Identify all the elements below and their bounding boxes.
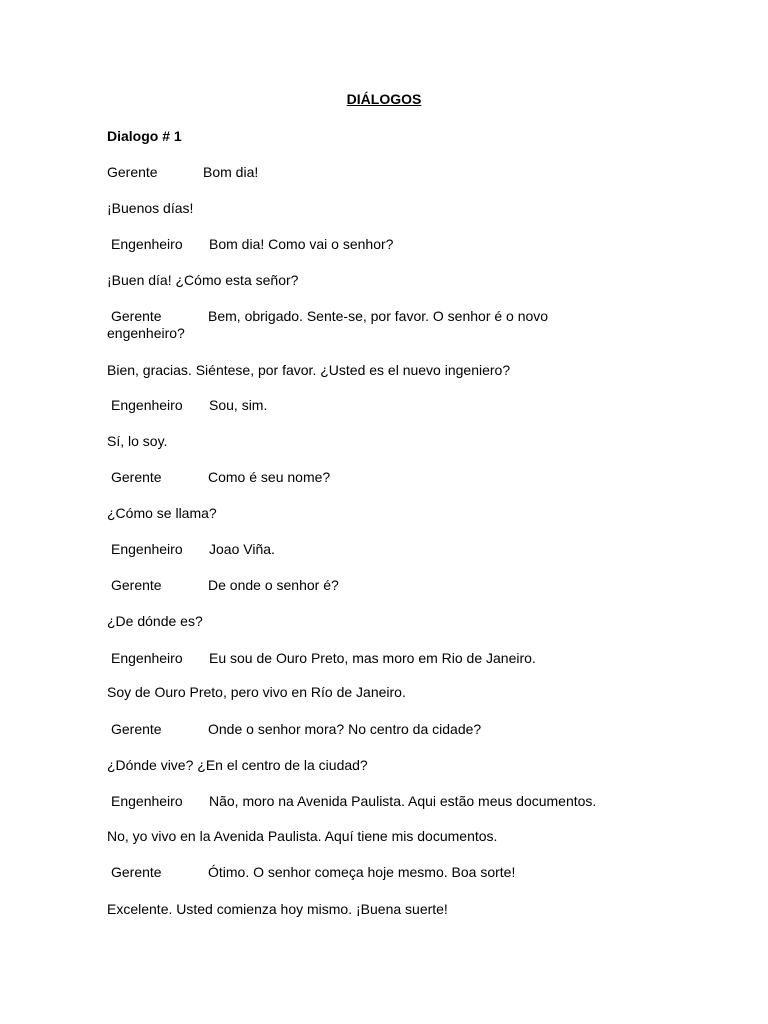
- speaker-label: Engenheiro: [111, 650, 183, 666]
- speaker-label: Gerente: [107, 164, 158, 180]
- line-text: Ótimo. O senhor começa hoje mesmo. Boa sorte!: [208, 864, 516, 880]
- speaker-label: Gerente: [111, 721, 162, 737]
- translation-line: Excelente. Usted comienza hoy mismo. ¡Buena suerte!: [107, 901, 448, 917]
- dialog-line: [107, 650, 536, 667]
- speaker-label: Engenheiro: [111, 397, 183, 413]
- dialog-line: [107, 577, 339, 594]
- line-text: Joao Viña.: [209, 541, 275, 557]
- speaker-label: Gerente: [111, 308, 162, 324]
- line-text: Sou, sim.: [209, 397, 268, 413]
- line-text: Eu sou de Ouro Preto, mas moro em Rio de Janeiro.: [209, 650, 536, 666]
- translation-line: Sí, lo soy.: [107, 433, 168, 449]
- translation-line: Soy de Ouro Preto, pero vivo en Río de Janeiro.: [107, 684, 406, 700]
- translation-line: No, yo vivo en la Avenida Paulista. Aquí tiene mis documentos.: [107, 828, 498, 844]
- speaker-label: Engenheiro: [111, 541, 183, 557]
- line-text: Onde o senhor mora? No centro da cidade?: [208, 721, 482, 737]
- dialog-line: [107, 164, 258, 181]
- line-text: Bom dia! Como vai o senhor?: [209, 236, 394, 252]
- speaker-label: Gerente: [111, 864, 162, 880]
- dialog-heading: Dialogo # 1: [107, 128, 182, 144]
- speaker-label: Engenheiro: [111, 236, 183, 252]
- line-text: Como é seu nome?: [208, 469, 331, 485]
- speaker-label: Gerente: [111, 577, 162, 593]
- line-text: Não, moro na Avenida Paulista. Aqui estão meus documentos.: [209, 793, 597, 809]
- line-text: Bem, obrigado. Sente-se, por favor. O senhor é o novo engenheiro?: [107, 308, 549, 341]
- dialog-line: [107, 721, 481, 738]
- dialog-line: [107, 541, 275, 558]
- translation-line: ¿Dónde vive? ¿En el centro de la ciudad?: [107, 757, 368, 773]
- translation-line: ¡Buen día! ¿Cómo esta señor?: [107, 272, 299, 288]
- dialog-line: [107, 469, 330, 486]
- line-text: Bom dia!: [203, 164, 259, 180]
- translation-line: Bien, gracias. Siéntese, por favor. ¿Usted es el nuevo ingeniero?: [107, 362, 511, 378]
- translation-line: ¿Cómo se llama?: [107, 505, 217, 521]
- page-title: DIÁLOGOS: [346, 91, 422, 107]
- translation-line: ¡Buenos días!: [107, 200, 194, 216]
- dialog-line: [107, 864, 515, 881]
- translation-line: ¿De dónde es?: [107, 613, 203, 629]
- dialog-line: [107, 308, 577, 342]
- dialog-line: [107, 397, 267, 414]
- speaker-label: Gerente: [111, 469, 162, 485]
- dialog-line: [107, 793, 596, 810]
- speaker-label: Engenheiro: [111, 793, 183, 809]
- line-text: De onde o senhor é?: [208, 577, 339, 593]
- dialog-line: [107, 236, 393, 253]
